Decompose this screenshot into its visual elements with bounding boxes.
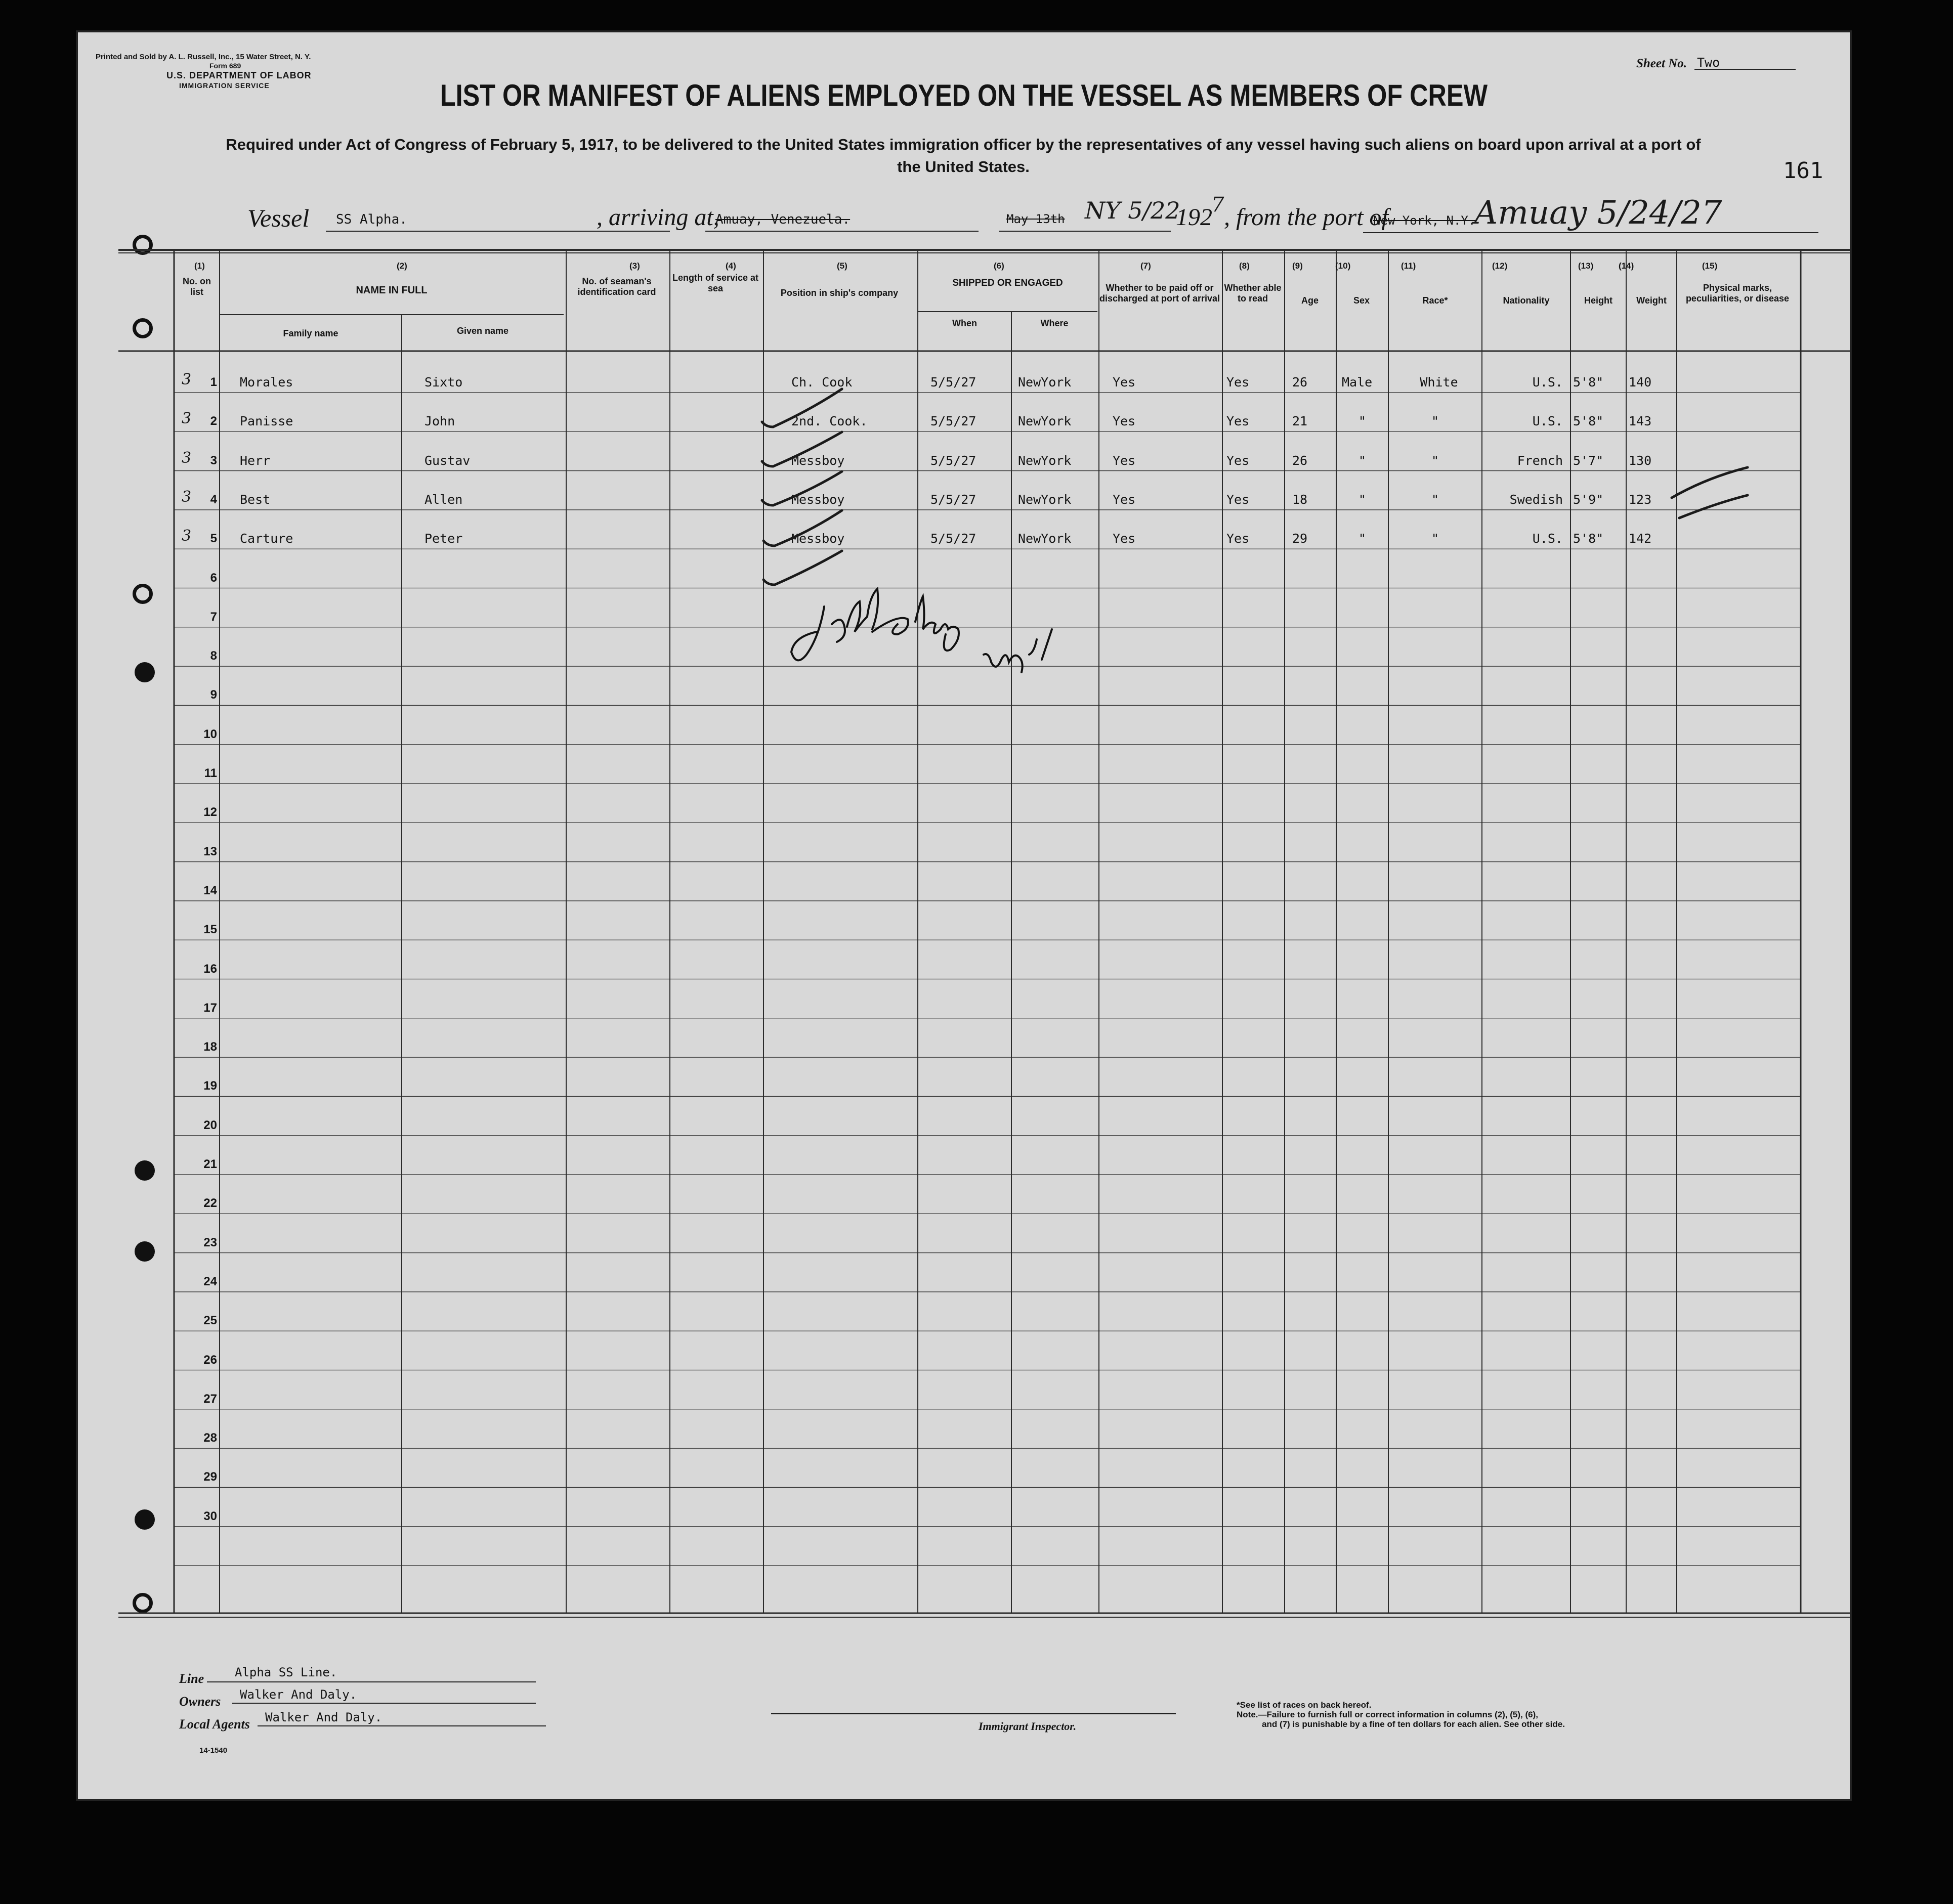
year-suffix: 7: [1211, 193, 1224, 217]
service: IMMIGRATION SERVICE: [179, 81, 270, 90]
sex: ": [1358, 453, 1367, 468]
sex: ": [1358, 414, 1367, 429]
height: 5'8": [1573, 375, 1604, 390]
shipped-when: 5/5/27: [930, 531, 976, 546]
row-number: 10: [203, 727, 217, 741]
row-number: 17: [203, 1001, 217, 1015]
given-name: Peter: [424, 531, 463, 546]
able-to-read: Yes: [1226, 531, 1250, 546]
row-number: 16: [203, 962, 217, 976]
able-to-read: Yes: [1226, 492, 1250, 507]
header-seaman-id: No. of seaman's identification card: [577, 276, 656, 297]
age: 21: [1292, 414, 1308, 429]
row-number: 21: [203, 1157, 217, 1171]
weight: 123: [1629, 492, 1652, 507]
col-num-13: (13): [1578, 261, 1594, 271]
printer-credit: Printed and Sold by A. L. Russell, Inc., 15 Water Street, N. Y.: [96, 53, 311, 61]
note-line-2: and (7) is punishable by a fine of ten dollars for each alien. See other side.: [1262, 1719, 1565, 1729]
col-num-12: (12): [1492, 261, 1508, 271]
position: 2nd. Cook.: [791, 414, 868, 429]
row-number: 25: [203, 1314, 217, 1328]
height: 5'7": [1573, 453, 1604, 468]
row-number: 14: [203, 883, 217, 897]
paid-off: Yes: [1113, 414, 1136, 429]
arrival-date: May 13th: [1006, 212, 1065, 226]
nationality: U.S.: [1532, 531, 1563, 546]
col-num-11: (11): [1401, 261, 1416, 271]
row-number: 8: [210, 649, 217, 663]
shipped-where: NewYork: [1018, 531, 1072, 546]
col-num-7: (7): [1140, 261, 1151, 271]
height: 5'9": [1573, 492, 1604, 507]
row-number: 29: [203, 1470, 217, 1484]
row-number: 4: [210, 492, 217, 506]
owners-value: Walker And Daly.: [240, 1687, 357, 1702]
inspector-label: Immigrant Inspector.: [979, 1720, 1077, 1733]
nationality: French: [1517, 453, 1563, 468]
able-to-read: Yes: [1226, 375, 1250, 390]
handwritten-date: NY 5/22: [1085, 197, 1180, 224]
row-number: 19: [203, 1079, 217, 1093]
from-port: New York, N.Y.: [1373, 213, 1476, 228]
row-number: 28: [203, 1431, 217, 1445]
position: Messboy: [791, 531, 845, 546]
col-num-8: (8): [1239, 261, 1250, 271]
row-prefix: 3: [182, 410, 192, 428]
col-num-1: (1): [194, 261, 205, 271]
ink-marks: [78, 32, 1850, 1799]
header-age: Age: [1301, 295, 1319, 306]
page-number: 161: [1783, 158, 1823, 184]
row-number: 6: [210, 571, 217, 585]
row-number: 3: [210, 453, 217, 467]
owners-underline: [232, 1703, 536, 1704]
race: ": [1431, 414, 1439, 429]
line-value: Alpha SS Line.: [235, 1665, 337, 1679]
header-where: Where: [1040, 318, 1069, 328]
family-name: Best: [240, 492, 271, 507]
check-mark-icon: [762, 471, 845, 507]
inspector-signature: [791, 589, 1052, 672]
given-name: John: [424, 414, 455, 429]
check-mark-icon: [762, 432, 845, 468]
row-prefix: 3: [182, 449, 192, 467]
nationality: U.S.: [1532, 414, 1563, 429]
col-num-2: (2): [397, 261, 407, 271]
department: U.S. DEPARTMENT OF LABOR: [166, 70, 312, 80]
col-num-14: (14): [1619, 261, 1634, 271]
paid-off: Yes: [1113, 453, 1136, 468]
row-number: 11: [204, 766, 217, 780]
header-no-on-list: No. on list: [183, 276, 211, 297]
check-mark-icon: [762, 389, 842, 427]
note-races: *See list of races on back hereof.: [1237, 1700, 1372, 1710]
physical-mark-stroke: [1672, 467, 1748, 498]
col-num-10: (10): [1335, 261, 1351, 271]
row-prefix: 3: [182, 527, 192, 545]
check-mark-icon: [763, 510, 845, 546]
form-code: 14-1540: [199, 1746, 228, 1755]
family-name: Morales: [240, 375, 293, 390]
check-mark-icon: [763, 551, 842, 585]
header-physical: Physical marks, peculiarities, or disease: [1685, 283, 1790, 304]
physical-mark-stroke: [1679, 495, 1748, 518]
paid-off: Yes: [1113, 375, 1136, 390]
col-num-3: (3): [629, 261, 640, 271]
year-prefix: 192: [1176, 204, 1212, 231]
shipped-where: NewYork: [1018, 414, 1072, 429]
header-length-service: Length of service at sea: [672, 273, 759, 293]
col-num-9: (9): [1292, 261, 1303, 271]
arriving-label: , arriving at,: [597, 204, 719, 231]
form-number: Form 689: [209, 62, 241, 70]
given-name: Allen: [424, 492, 463, 507]
weight: 142: [1629, 531, 1652, 546]
header-given-name: Given name: [456, 326, 509, 336]
race: ": [1431, 492, 1439, 507]
nationality: Swedish: [1509, 492, 1563, 507]
family-name: Panisse: [240, 414, 293, 429]
shipped-when: 5/5/27: [930, 414, 976, 429]
paid-off: Yes: [1113, 531, 1136, 546]
page-title: LIST OR MANIFEST OF ALIENS EMPLOYED ON THE VESSEL AS MEMBERS OF CREW: [440, 78, 1488, 112]
row-number: 22: [203, 1196, 217, 1210]
row-number: 1: [210, 375, 217, 389]
row-number: 7: [210, 610, 217, 624]
row-number: 30: [203, 1509, 217, 1523]
able-to-read: Yes: [1226, 414, 1250, 429]
vessel-label: Vessel: [247, 204, 310, 232]
age: 18: [1292, 492, 1308, 507]
header-when: When: [952, 318, 977, 328]
row-number: 13: [203, 844, 217, 858]
race: White: [1420, 375, 1458, 390]
shipped-when: 5/5/27: [930, 453, 976, 468]
race: ": [1431, 453, 1439, 468]
header-nationality: Nationality: [1503, 295, 1550, 306]
sex: Male: [1342, 375, 1373, 390]
weight: 130: [1629, 453, 1652, 468]
position: Messboy: [791, 492, 845, 507]
from-label: , from the port of: [1224, 204, 1388, 231]
note-line-1: Note.—Failure to furnish full or correct information in columns (2), (5), (6),: [1237, 1710, 1538, 1719]
row-number: 12: [203, 805, 217, 819]
shipped-where: NewYork: [1018, 492, 1072, 507]
sheet-no-label: Sheet No.: [1636, 57, 1687, 70]
able-to-read: Yes: [1226, 453, 1250, 468]
header-shipped: SHIPPED OR ENGAGED: [952, 278, 1063, 288]
col-num-15: (15): [1702, 261, 1718, 271]
owners-label: Owners: [179, 1694, 221, 1709]
row-number: 15: [203, 923, 217, 937]
row-prefix: 3: [182, 371, 192, 388]
position: Ch. Cook: [791, 375, 853, 390]
weight: 143: [1629, 414, 1652, 429]
shipped-where: NewYork: [1018, 453, 1072, 468]
line-underline: [207, 1681, 536, 1682]
manifest-sheet: [76, 30, 1852, 1801]
handwritten-port: Amuay 5/24/27: [1474, 194, 1722, 232]
height: 5'8": [1573, 414, 1604, 429]
agents-value: Walker And Daly.: [265, 1710, 383, 1724]
weight: 140: [1629, 375, 1652, 390]
height: 5'8": [1573, 531, 1604, 546]
col-num-5: (5): [837, 261, 847, 271]
paid-off: Yes: [1113, 492, 1136, 507]
arriving-port: Amuay, Venezuela.: [715, 212, 851, 227]
header-able-read: Whether able to read: [1224, 283, 1282, 304]
family-name: Carture: [240, 531, 293, 546]
col-num-4: (4): [726, 261, 736, 271]
header-family-name: Family name: [283, 328, 338, 338]
inspector-signature-line: [771, 1713, 1176, 1714]
row-prefix: 3: [182, 488, 192, 506]
age: 26: [1292, 453, 1308, 468]
given-name: Gustav: [424, 453, 471, 468]
header-race: Race*: [1422, 295, 1448, 306]
sex: ": [1358, 492, 1367, 507]
position: Messboy: [791, 453, 845, 468]
age: 29: [1292, 531, 1308, 546]
race: ": [1431, 531, 1439, 546]
row-number: 24: [203, 1274, 217, 1288]
page-subtitle: Required under Act of Congress of February 5, 1917, to be delivered to the United States immigration officer by the representatives of any vessel having such aliens on board upon arrival at a port of the United States.: [226, 136, 1701, 176]
row-number: 27: [203, 1392, 217, 1406]
sex: ": [1358, 531, 1367, 546]
header-weight: Weight: [1636, 295, 1667, 306]
nationality: U.S.: [1532, 375, 1563, 390]
row-number: 18: [203, 1040, 217, 1054]
col-num-6: (6): [994, 261, 1004, 271]
shipped-when: 5/5/27: [930, 492, 976, 507]
age: 26: [1292, 375, 1308, 390]
line-label: Line: [179, 1671, 204, 1686]
header-paid-off: Whether to be paid off or discharged at port of arrival: [1099, 283, 1220, 304]
header-position: Position in ship's company: [780, 288, 899, 298]
shipped-where: NewYork: [1018, 375, 1072, 390]
given-name: Sixto: [424, 375, 463, 390]
agents-label: Local Agents: [179, 1717, 250, 1732]
row-number: 26: [203, 1353, 217, 1367]
vessel-name: SS Alpha.: [336, 212, 407, 227]
row-number: 9: [210, 688, 217, 702]
row-number: 20: [203, 1118, 217, 1132]
header-name-in-full: NAME IN FULL: [356, 285, 428, 296]
row-number: 2: [210, 414, 217, 428]
header-height: Height: [1584, 295, 1612, 306]
header-sex: Sex: [1353, 295, 1370, 306]
sheet-no-value: Two: [1697, 55, 1720, 70]
row-number: 23: [203, 1235, 217, 1249]
family-name: Herr: [240, 453, 271, 468]
row-number: 5: [210, 532, 217, 546]
shipped-when: 5/5/27: [930, 375, 976, 390]
agents-underline: [258, 1725, 546, 1726]
